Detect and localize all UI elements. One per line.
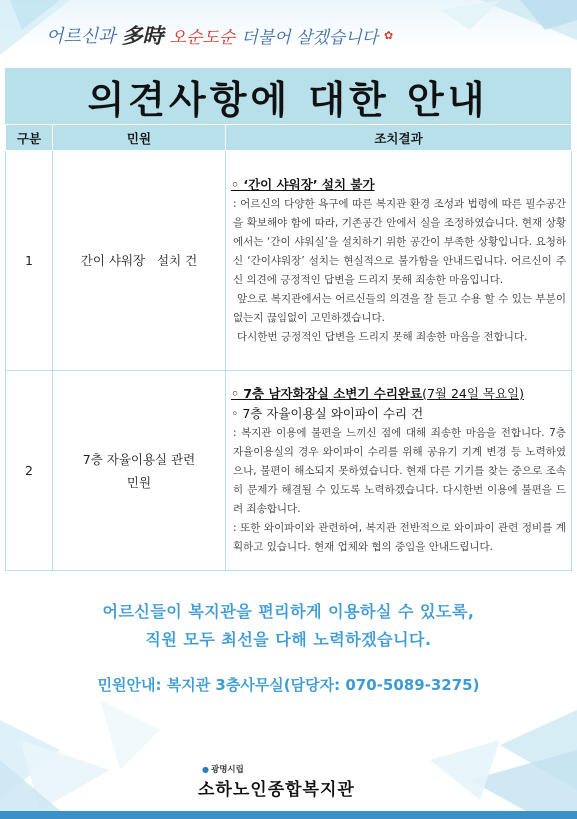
slogan-part-1: 어르신과 — [46, 26, 116, 47]
title-box — [5, 68, 571, 124]
table-row — [6, 151, 572, 371]
slogan-part-2: 多時 — [121, 23, 164, 48]
contact-info: 민원안내: 복지관 3층사무실(담당자: 070-5089-3275) — [97, 676, 480, 694]
row-complaint — [53, 151, 226, 371]
table-header-row — [6, 125, 572, 151]
result-body — [231, 195, 566, 347]
result-subheading: ◦ 7층 자율이용실 와이파이 수리 건 — [231, 406, 424, 421]
organization-name: 소하노인종합복지관 — [198, 780, 355, 800]
row-result — [226, 371, 572, 571]
result-paragraph: : 또한 와이파이와 관련하여, 복지관 전반적으로 와이파이 관련 정비를 계획하고 있습니다. 현재 업체와 협의 중임을 안내드립니다. — [233, 522, 566, 553]
table-row — [6, 371, 572, 571]
complaint-line: 간이 샤워장 설치 건 — [80, 253, 198, 268]
row-result — [226, 151, 572, 371]
result-heading-text: ◦ 7층 남자화장실 소변기 수리완료 — [231, 386, 423, 401]
closing-message-line-2: 직원 모두 최선을 다해 노력하겠습니다. — [145, 630, 432, 649]
header-complaint: 민원 — [53, 125, 226, 151]
result-heading-date: (7월 24일 목요일) — [422, 386, 525, 401]
banner-slogan — [46, 20, 393, 50]
row-complaint — [53, 371, 226, 571]
logo-city — [202, 763, 244, 775]
result-paragraph: : 어르신의 다양한 욕구에 따른 복지관 환경 조성과 법령에 따른 필수공간을 확보해야 함에 따라, 기존공간 안에서 실을 조정하였습니다. 현재 상황에서는 ‘간이 샤워실’을 설치하기 위한 공간이 부족한 상황입니다. 요청하신 ‘간이샤워장’ 설치는 현실적으로 불가함을 안내드립니다. 어르신이 주신 의견에 긍정적인 답변을 드리지 못해 죄송한 마음입니다. — [233, 197, 566, 286]
closing-message-line-1: 어르신들이 복지관을 편리하게 이용하실 수 있도록, — [102, 602, 475, 621]
logo-city-text: 광명시립 — [210, 765, 244, 775]
slogan-part-3: 오순도순 — [169, 27, 236, 48]
result-heading: ◦ ‘간이 샤워장’ 설치 불가 — [231, 176, 375, 192]
row-number: 2 — [6, 371, 53, 571]
page-title: 의견사항에 대한 안내 — [87, 77, 489, 122]
result-body — [231, 424, 566, 557]
header-no: 구분 — [6, 125, 53, 151]
result-paragraph: 다시한번 긍정적인 답변을 드리지 못해 죄송한 마음을 전합니다. — [237, 330, 528, 343]
result-heading — [231, 384, 566, 404]
row-number: 1 — [6, 151, 53, 371]
top-banner — [0, 0, 577, 68]
notice-table — [5, 124, 572, 571]
flower-icon: ✿ — [384, 28, 394, 42]
result-paragraph: 앞으로 복지관에서는 어르신들의 의견을 잘 듣고 수용 할 수 있는 부분이 없는지 끊임없이 고민하겠습니다. — [233, 292, 566, 324]
slogan-part-4: 더불어 살겠습니다 — [241, 27, 379, 48]
complaint-line: 7층 자율이용실 관련 — [82, 451, 196, 467]
organization-logo — [198, 763, 388, 803]
complaint-line: 민원 — [126, 474, 152, 490]
logo-mark-icon: ● — [202, 764, 209, 774]
closing-message — [0, 598, 577, 654]
result-paragraph: : 복지관 이용에 불편을 느끼신 점에 대해 죄송한 마음을 전합니다. 7층 자율이용실의 경우 와이파이 수리를 위해 공유기 기계 변경 등 노력하였으나, 불편이 해소되지 못하였습니다. 현재 다른 기기를 찾는 중으로 조속히 문제가 해결될 수 있도록 노력하겠습니다. 다시한번 이용에 불편을 드려 죄송합니다. — [233, 427, 566, 515]
header-result: 조치결과 — [226, 125, 572, 151]
bottom-bar — [0, 811, 577, 819]
